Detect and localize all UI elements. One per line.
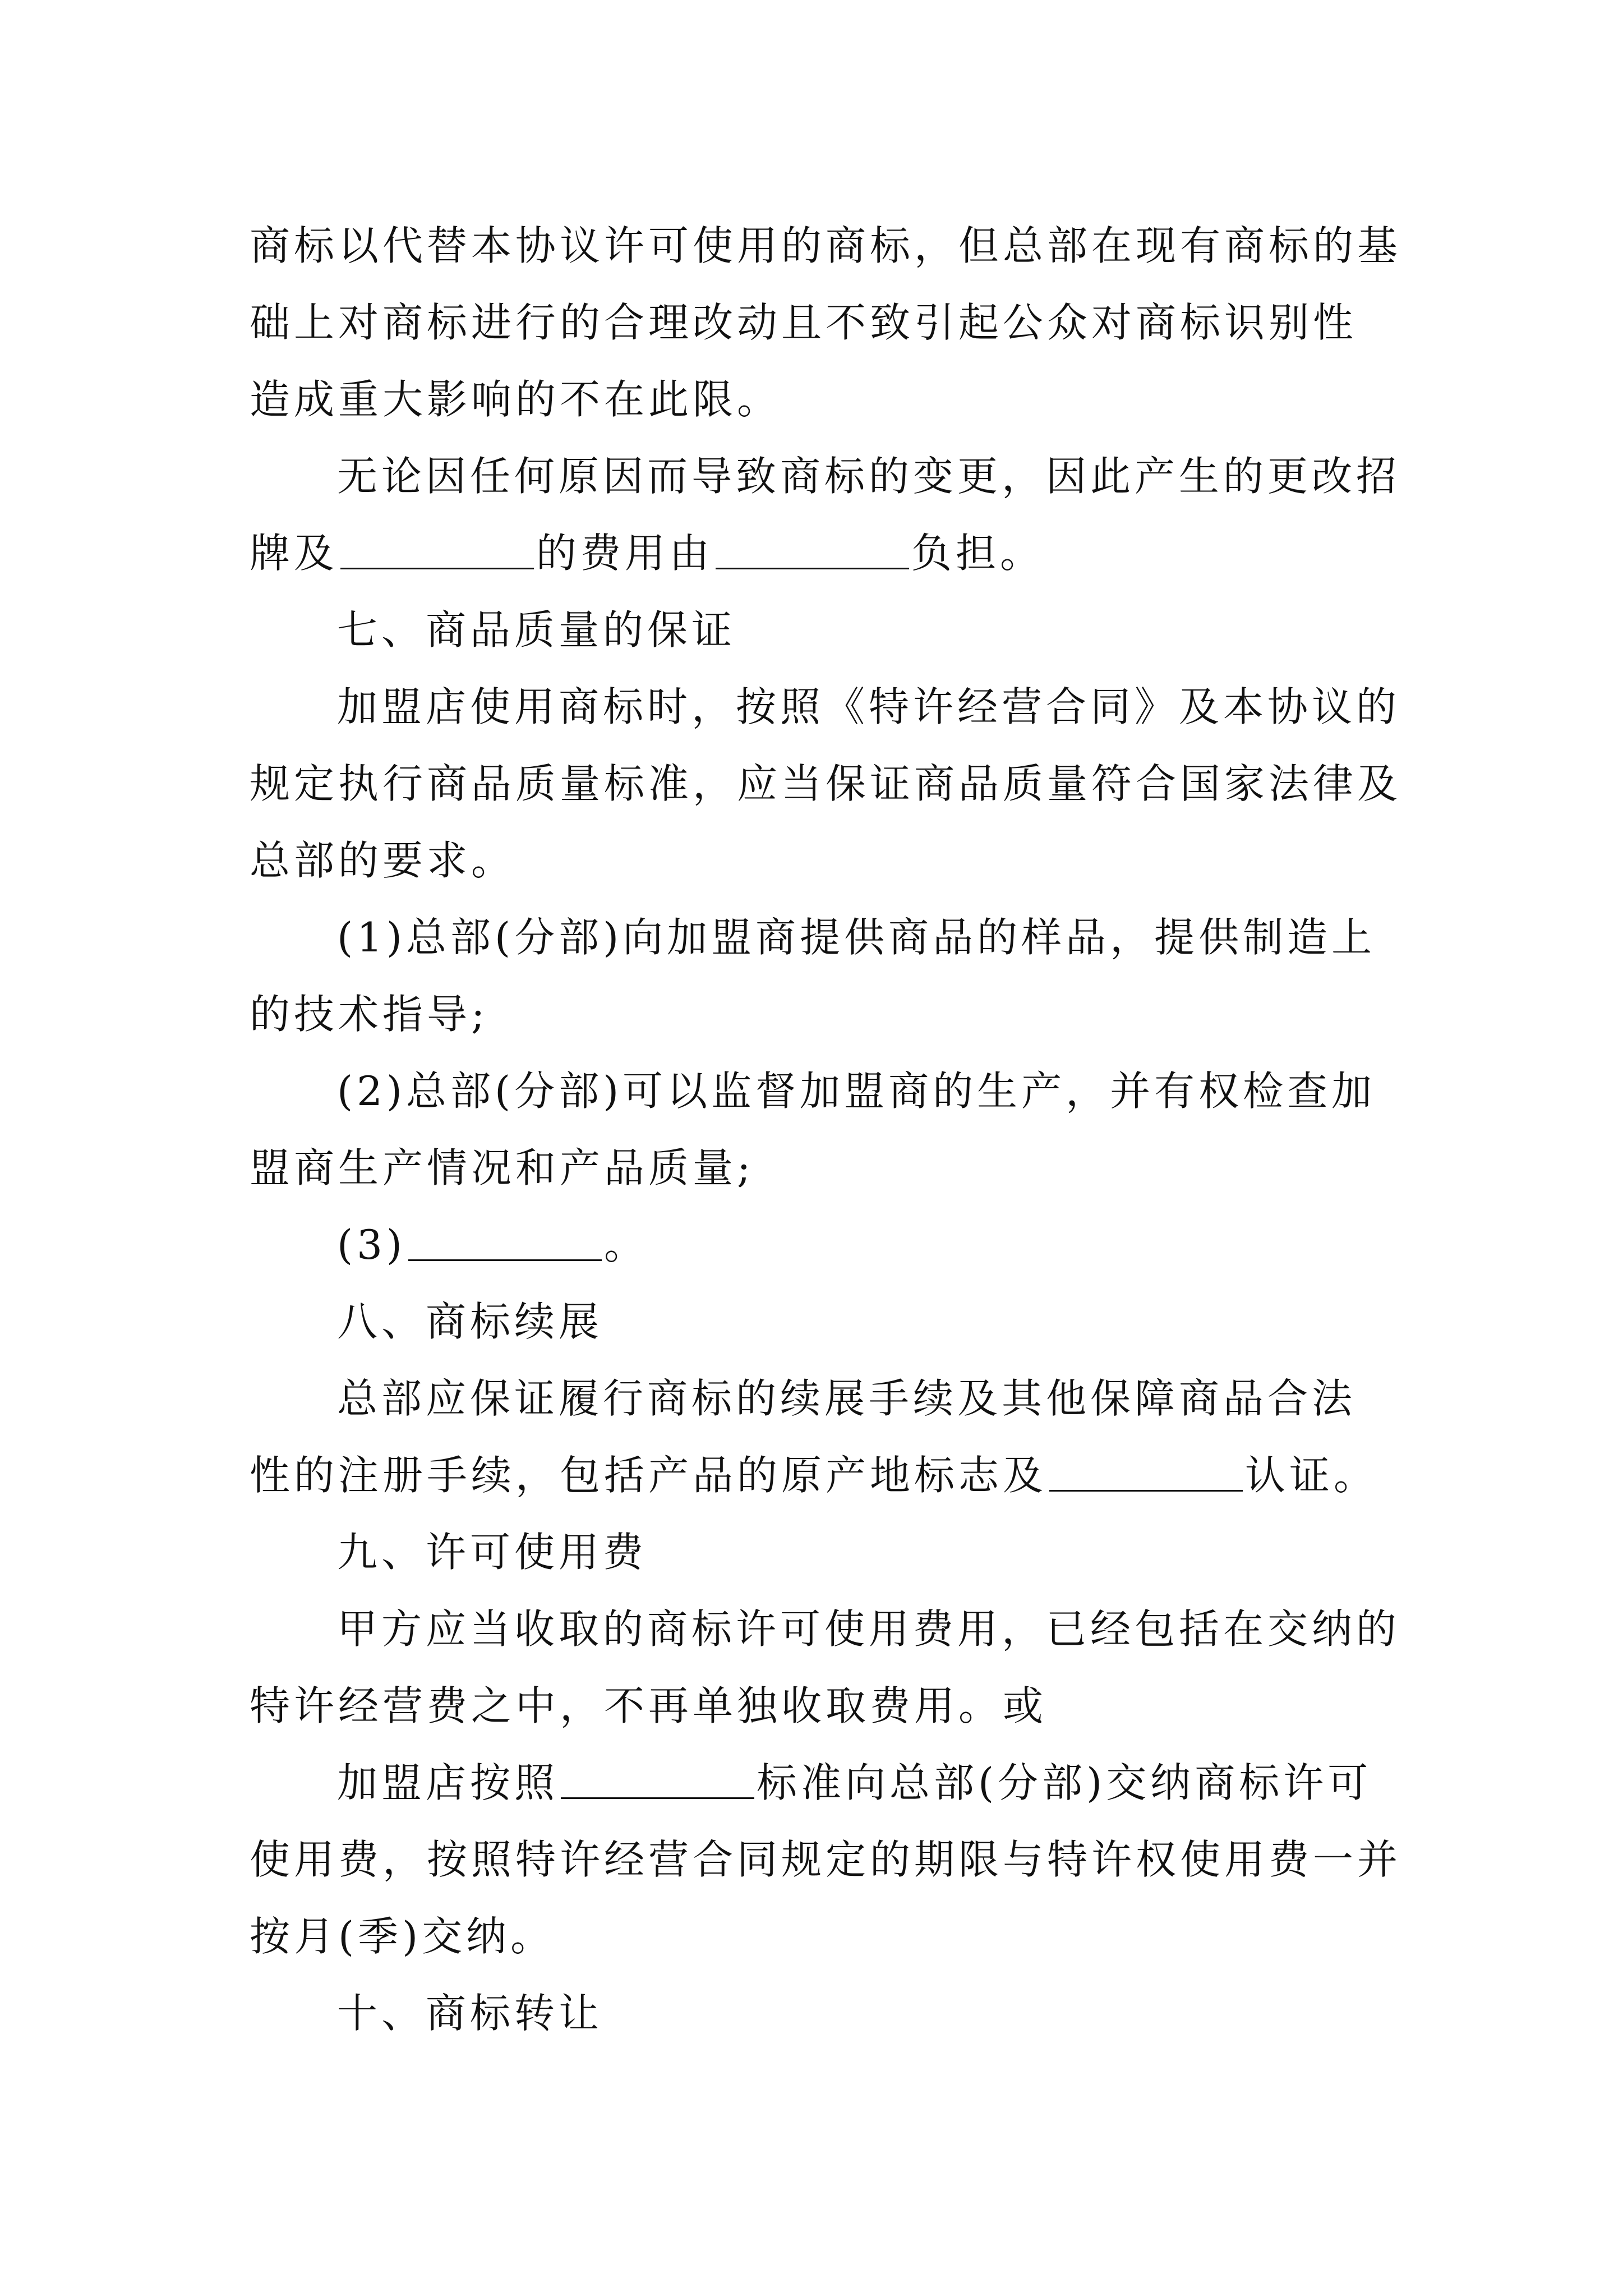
paragraph-line: 无论因任何原因而导致商标的变更，因此产生的更改招	[337, 453, 1401, 500]
paragraph-line	[250, 1745, 1382, 1821]
list-item: (2)总部(分部)可以监督加盟商的生产，并有权检查加	[337, 1068, 1376, 1115]
text-segment: 认证。	[1245, 1452, 1378, 1499]
text-segment: 加盟店按照	[337, 1759, 559, 1806]
text-segment: (3)	[337, 1221, 406, 1268]
paragraph-line: 加盟店使用商标时，按照《特许经营合同》及本协议的	[337, 683, 1401, 730]
section-heading: 七、商品质量的保证	[337, 606, 736, 654]
fill-in-blank[interactable]	[340, 528, 534, 569]
paragraph-line: 使用费，按照特许经营合同规定的期限与特许权使用费一并	[250, 1836, 1402, 1883]
text-segment: 负担。	[911, 530, 1045, 577]
fill-in-blank[interactable]	[716, 528, 909, 569]
paragraph-line: 甲方应当收取的商标许可使用费用，已经包括在交纳的	[337, 1605, 1401, 1653]
list-item	[250, 1207, 1382, 1283]
fill-in-blank[interactable]	[1049, 1451, 1243, 1492]
section-heading: 十、商标转让	[337, 1990, 603, 2037]
document-body	[250, 208, 1402, 2052]
paragraph-line: 按月(季)交纳。	[250, 1913, 555, 1960]
text-segment: 标准向总部(分部)交纳商标许可	[757, 1759, 1372, 1806]
text-segment: 牌及	[250, 530, 339, 577]
text-segment: 。	[604, 1221, 649, 1268]
paragraph-line	[250, 515, 1382, 592]
fill-in-blank[interactable]	[408, 1220, 602, 1261]
section-heading: 八、商标续展	[337, 1298, 603, 1345]
list-item-continuation: 盟商生产情况和产品质量;	[250, 1144, 755, 1191]
paragraph-line	[250, 1437, 1382, 1514]
paragraph-line: 规定执行商品质量标准，应当保证商品质量符合国家法律及	[250, 760, 1402, 807]
section-heading: 九、许可使用费	[337, 1529, 648, 1576]
paragraph-line: 础上对商标进行的合理改动且不致引起公众对商标识别性	[250, 299, 1358, 346]
text-segment: 性的注册手续，包括产品的原产地标志及	[250, 1452, 1048, 1499]
paragraph-line: 特许经营费之中，不再单独收取费用。或	[250, 1682, 1048, 1729]
paragraph-line: 总部应保证履行商标的续展手续及其他保障商品合法	[337, 1375, 1357, 1422]
list-item-continuation: 的技术指导;	[250, 991, 489, 1038]
paragraph-line: 商标以代替本协议许可使用的商标，但总部在现有商标的基	[250, 222, 1402, 269]
list-item: (1)总部(分部)向加盟商提供商品的样品，提供制造上	[337, 914, 1376, 961]
paragraph-line: 造成重大影响的不在此限。	[250, 376, 782, 423]
fill-in-blank[interactable]	[561, 1758, 754, 1799]
text-segment: 的费用由	[536, 530, 714, 577]
paragraph-line: 总部的要求。	[250, 837, 516, 884]
